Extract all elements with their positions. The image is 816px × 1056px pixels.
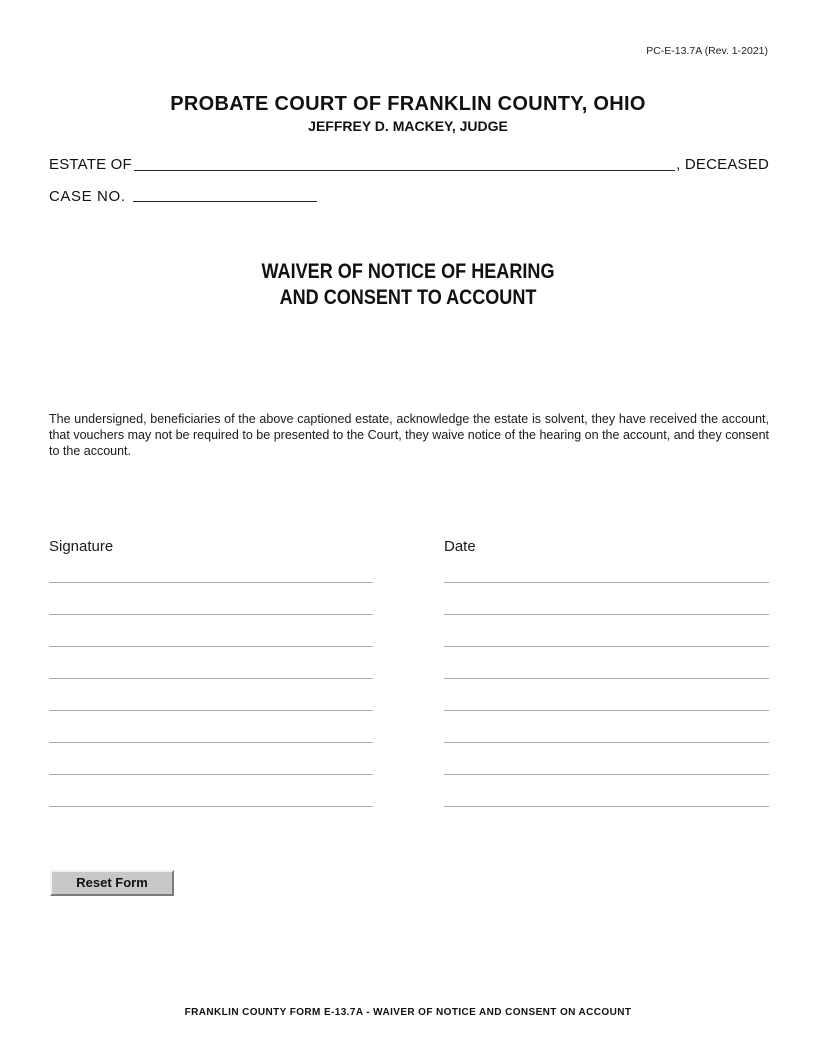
date-line-field[interactable] <box>444 614 769 615</box>
signature-line-field[interactable] <box>49 806 373 807</box>
date-line-field[interactable] <box>444 774 769 775</box>
case-number-label: CASE NO. <box>49 188 126 205</box>
signature-line-field[interactable] <box>49 678 373 679</box>
case-row <box>49 185 317 205</box>
deceased-label: , DECEASED <box>676 156 769 173</box>
document-title <box>57 259 759 311</box>
date-line-field[interactable] <box>444 710 769 711</box>
form-id: PC-E-13.7A (Rev. 1-2021) <box>646 45 768 57</box>
signature-line-field[interactable] <box>49 614 373 615</box>
signature-line-field[interactable] <box>49 582 373 583</box>
date-line-field[interactable] <box>444 582 769 583</box>
signature-line-field[interactable] <box>49 710 373 711</box>
signature-line-field[interactable] <box>49 742 373 743</box>
date-line-field[interactable] <box>444 742 769 743</box>
judge-name: JEFFREY D. MACKEY, JUDGE <box>308 118 508 134</box>
estate-name-field[interactable] <box>134 156 675 171</box>
form-footer: FRANKLIN COUNTY FORM E-13.7A - WAIVER OF NOTICE AND CONSENT ON ACCOUNT <box>184 1007 632 1018</box>
waiver-statement: The undersigned, beneficiaries of the above captioned estate, acknowledge the estate is solvent, they have received the account, that vouchers may not be required to be presented to the Court, they waive notice of the hearing on the account, and they consent to the account. <box>49 412 769 458</box>
court-title: PROBATE COURT OF FRANKLIN COUNTY, OHIO <box>170 93 646 115</box>
reset-form-button[interactable]: Reset Form <box>50 870 174 896</box>
estate-row <box>49 153 769 173</box>
date-line-field[interactable] <box>444 678 769 679</box>
estate-label: ESTATE OF <box>49 156 132 173</box>
signature-line-field[interactable] <box>49 646 373 647</box>
date-column-label: Date <box>444 538 476 555</box>
date-line-field[interactable] <box>444 806 769 807</box>
signature-line-field[interactable] <box>49 774 373 775</box>
case-number-field[interactable] <box>133 187 317 202</box>
document-title-line-2: AND CONSENT TO ACCOUNT <box>279 286 537 309</box>
date-line-field[interactable] <box>444 646 769 647</box>
document-title-line-1: WAIVER OF NOTICE OF HEARING <box>261 260 555 283</box>
signature-column-label: Signature <box>49 538 114 555</box>
